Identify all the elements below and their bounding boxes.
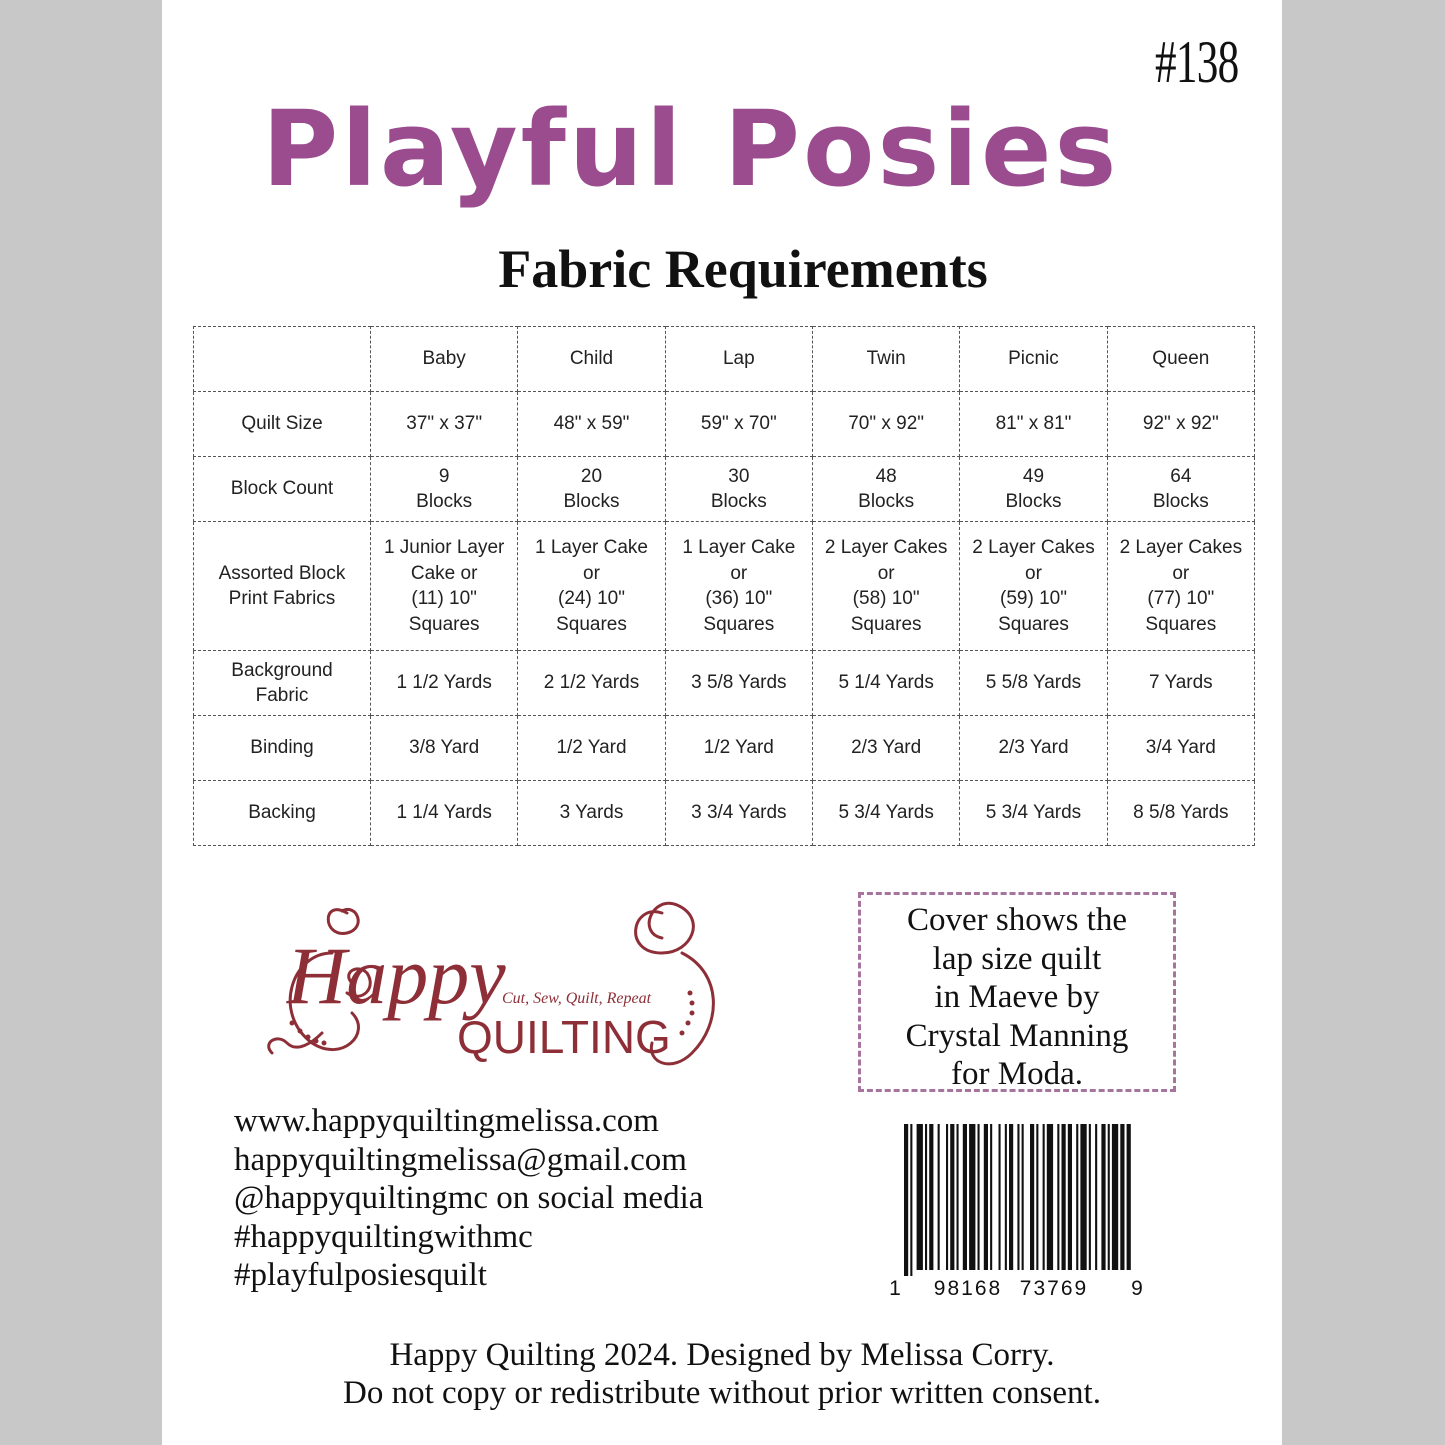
barcode-bar: [963, 1124, 967, 1270]
cell-line: 8 5/8 Yards: [1133, 802, 1229, 824]
barcode-bar: [904, 1124, 908, 1276]
section-heading: Fabric Requirements: [498, 239, 988, 299]
footer-line: Happy Quilting 2024. Designed by Melissa Corry.: [389, 1337, 1055, 1373]
column-header: Child: [518, 327, 665, 392]
row-label: [194, 457, 371, 522]
table-row: [194, 781, 1255, 846]
table-cell: [518, 522, 665, 651]
cell-line: 2/3 Yard: [851, 737, 922, 759]
table-row: [194, 716, 1255, 781]
barcode-bar: [1068, 1124, 1072, 1270]
cell-line: Assorted Block: [218, 562, 346, 584]
cell-line: (58) 10": [852, 588, 920, 609]
table-cell: [812, 781, 959, 846]
cell-line: Squares: [850, 613, 922, 635]
barcode-bar: [1022, 1124, 1024, 1270]
cell-line: 2 Layer Cakes: [972, 537, 1095, 558]
barcode-bar: [929, 1124, 933, 1270]
cell-line: Squares: [703, 613, 775, 635]
row-label: [194, 716, 371, 781]
table-cell: [1107, 392, 1254, 457]
cell-line: or: [583, 562, 600, 584]
happy-quilting-logo: [252, 893, 732, 1083]
column-header: Queen: [1107, 327, 1254, 392]
barcode-bar: [946, 1124, 948, 1270]
cell-line: Binding: [250, 737, 314, 759]
cell-line: 81" x 81": [995, 413, 1072, 435]
footer-line: Do not copy or redistribute without prior written consent.: [343, 1375, 1101, 1411]
cell-line: (77) 10": [1147, 588, 1215, 609]
table-row: [194, 392, 1255, 457]
table-cell: [812, 651, 959, 716]
cell-line: 92" x 92": [1142, 413, 1219, 435]
table-cell: [812, 716, 959, 781]
cell-line: or: [1025, 562, 1042, 584]
cell-line: Squares: [556, 613, 627, 635]
barcode-bar: [957, 1124, 959, 1270]
cell-line: Blocks: [1152, 491, 1209, 512]
barcode-bar: [938, 1124, 940, 1270]
cell-line: Blocks: [563, 491, 620, 512]
barcode-bar: [1101, 1124, 1105, 1270]
barcode-bar: [1009, 1124, 1013, 1270]
contact-line: #happyquiltingwithmc: [234, 1218, 533, 1255]
cell-line: 5 1/4 Yards: [838, 672, 934, 694]
barcode-bar: [1057, 1124, 1059, 1270]
barcode: [882, 1122, 1152, 1302]
table-cell: [1107, 457, 1254, 522]
cell-line: (36) 10": [705, 588, 773, 609]
cell-line: Print Fabrics: [228, 588, 336, 609]
pattern-number: #138: [1155, 29, 1239, 95]
table-cell: [518, 651, 665, 716]
cell-line: Background: [231, 659, 333, 681]
barcode-bar: [1043, 1124, 1045, 1270]
table-cell: [960, 651, 1107, 716]
barcode-bar: [1127, 1124, 1131, 1270]
cell-line: 3/8 Yard: [409, 737, 480, 759]
barcode-bar: [1108, 1124, 1110, 1270]
table-cell: [371, 651, 518, 716]
table-cell: [665, 522, 812, 651]
cell-line: Cake or: [410, 562, 478, 584]
cell-line: 9: [438, 465, 450, 487]
table-cell: [812, 522, 959, 651]
cell-line: 1 Layer Cake: [682, 537, 796, 558]
barcode-bar: [1005, 1124, 1007, 1270]
logo-happy-text: Happy: [287, 930, 506, 1021]
cell-line: 2 Layer Cakes: [1119, 537, 1243, 558]
barcode-bar: [999, 1124, 1001, 1270]
barcode-bar: [1062, 1124, 1066, 1270]
barcode-bar: [1089, 1124, 1091, 1270]
table-cell: [960, 522, 1107, 651]
cell-line: 5 3/4 Yards: [985, 802, 1082, 824]
table-cell: [960, 392, 1107, 457]
contact-line: #playfulposiesquilt: [234, 1257, 487, 1293]
cell-line: Blocks: [858, 491, 915, 512]
cover-note-line: in Maeve by: [934, 979, 1100, 1015]
row-label: [194, 522, 371, 651]
table-cell: [1107, 651, 1254, 716]
table-cell: [812, 457, 959, 522]
table-cell: [665, 457, 812, 522]
row-label: [194, 781, 371, 846]
table-cell: [960, 716, 1107, 781]
cell-line: 37" x 37": [406, 413, 483, 435]
barcode-bar: [910, 1124, 912, 1276]
cell-line: 1/2 Yard: [703, 737, 774, 759]
cell-line: 2 1/2 Yards: [543, 672, 640, 694]
table-cell: [371, 716, 518, 781]
barcode-bar: [917, 1124, 923, 1270]
cell-line: Block Count: [230, 478, 334, 500]
barcode-bar: [1112, 1124, 1118, 1270]
barcode-bar: [990, 1124, 992, 1270]
cell-line: 7 Yards: [1148, 672, 1213, 694]
cell-line: 1 Layer Cake: [534, 537, 648, 558]
table-header-row: [194, 327, 1255, 392]
cell-line: 70" x 92": [848, 413, 925, 435]
cover-note-box: [858, 892, 1176, 1092]
table-cell: [665, 781, 812, 846]
cell-line: (11) 10": [411, 588, 477, 609]
cover-note-line: Crystal Manning: [905, 1017, 1129, 1054]
table-cell: [518, 457, 665, 522]
cell-line: or: [730, 562, 748, 584]
cell-line: Backing: [248, 802, 316, 824]
column-header: Lap: [665, 327, 812, 392]
cell-line: 30: [728, 465, 750, 487]
barcode-bar: [978, 1124, 980, 1270]
cover-note-line: for Moda.: [951, 1056, 1083, 1092]
table-cell: [1107, 716, 1254, 781]
cell-line: Squares: [998, 613, 1069, 635]
cell-line: Fabric: [255, 685, 309, 706]
pattern-title: Playful Posies: [262, 88, 1120, 210]
table-cell: [371, 522, 518, 651]
barcode-bar: [1080, 1124, 1086, 1270]
table-cell: [371, 457, 518, 522]
barcode-digits: 9: [1131, 1277, 1145, 1300]
cell-line: 48" x 59": [553, 413, 630, 435]
row-label: [194, 651, 371, 716]
barcode-bar: [969, 1124, 975, 1270]
cell-line: Blocks: [710, 491, 767, 512]
table-cell: [665, 392, 812, 457]
logo-tagline: Cut, Sew, Quilt, Repeat: [502, 990, 652, 1007]
cell-line: or: [877, 562, 895, 584]
cell-line: 20: [580, 465, 603, 487]
contact-line: happyquiltingmelissa@gmail.com: [234, 1141, 687, 1178]
table-cell: [371, 392, 518, 457]
table-cell: [518, 392, 665, 457]
cell-line: (59) 10": [1000, 588, 1067, 609]
contact-line: www.happyquiltingmelissa.com: [234, 1103, 659, 1139]
barcode-bar: [1030, 1124, 1034, 1270]
row-label: [194, 392, 371, 457]
barcode-digits: 98168: [933, 1277, 1003, 1300]
table-cell: [960, 457, 1107, 522]
cell-line: 2 Layer Cakes: [824, 537, 948, 558]
column-header: Baby: [371, 327, 518, 392]
cell-line: 5 5/8 Yards: [985, 672, 1082, 694]
contact-line: @happyquiltingmc on social media: [234, 1180, 704, 1216]
cell-line: 1 1/4 Yards: [396, 802, 492, 824]
cell-line: 3/4 Yard: [1145, 737, 1216, 759]
table-cell: [1107, 522, 1254, 651]
table-cell: [518, 716, 665, 781]
column-header: Picnic: [960, 327, 1107, 392]
header-corner-cell: [194, 327, 371, 392]
contact-info: [234, 1102, 703, 1295]
table-row: [194, 522, 1255, 651]
cell-line: 1 Junior Layer: [383, 537, 505, 558]
table-row: [194, 651, 1255, 716]
barcode-digits: 1: [889, 1277, 903, 1300]
logo-quilting-text: QUILTING: [457, 1011, 671, 1063]
barcode-bar: [984, 1124, 988, 1270]
fabric-requirements-table: [193, 326, 1255, 846]
cell-line: Blocks: [1005, 491, 1062, 512]
cell-line: 5 3/4 Yards: [838, 802, 934, 824]
copyright-footer: [162, 1336, 1282, 1412]
table-cell: [960, 781, 1107, 846]
cell-line: Squares: [1145, 613, 1217, 635]
cell-line: 2/3 Yard: [998, 737, 1069, 759]
barcode-digits: 73769: [1019, 1277, 1089, 1300]
cell-line: 1 1/2 Yards: [396, 672, 492, 694]
table-row: [194, 457, 1255, 522]
table-cell: [665, 716, 812, 781]
barcode-bar: [1120, 1124, 1124, 1270]
cell-line: 59" x 70": [700, 413, 777, 435]
column-header: Twin: [812, 327, 959, 392]
table-cell: [371, 781, 518, 846]
cell-line: 48: [875, 465, 897, 487]
cell-line: 64: [1170, 465, 1192, 487]
table-cell: [518, 781, 665, 846]
barcode-bar: [925, 1124, 927, 1270]
table-cell: [1107, 781, 1254, 846]
cover-note-line: Cover shows the: [907, 902, 1127, 938]
cell-line: 3 5/8 Yards: [691, 672, 787, 694]
cell-line: or: [1172, 562, 1190, 584]
table-cell: [812, 392, 959, 457]
barcode-bar: [950, 1124, 954, 1270]
cell-line: 3 Yards: [559, 802, 624, 824]
cell-line: Squares: [408, 613, 480, 635]
cell-line: 49: [1022, 465, 1045, 487]
barcode-bar: [1095, 1124, 1097, 1270]
cell-line: Blocks: [416, 491, 473, 512]
barcode-bar: [1047, 1124, 1053, 1270]
table-cell: [665, 651, 812, 716]
barcode-bar: [1017, 1124, 1019, 1270]
cover-note-line: lap size quilt: [932, 940, 1102, 977]
cell-line: (24) 10": [558, 588, 625, 609]
cell-line: 1/2 Yard: [556, 737, 627, 759]
cell-line: Quilt Size: [241, 413, 323, 435]
cell-line: 3 3/4 Yards: [691, 802, 787, 824]
barcode-bar: [1036, 1124, 1038, 1270]
barcode-bar: [1076, 1124, 1078, 1270]
